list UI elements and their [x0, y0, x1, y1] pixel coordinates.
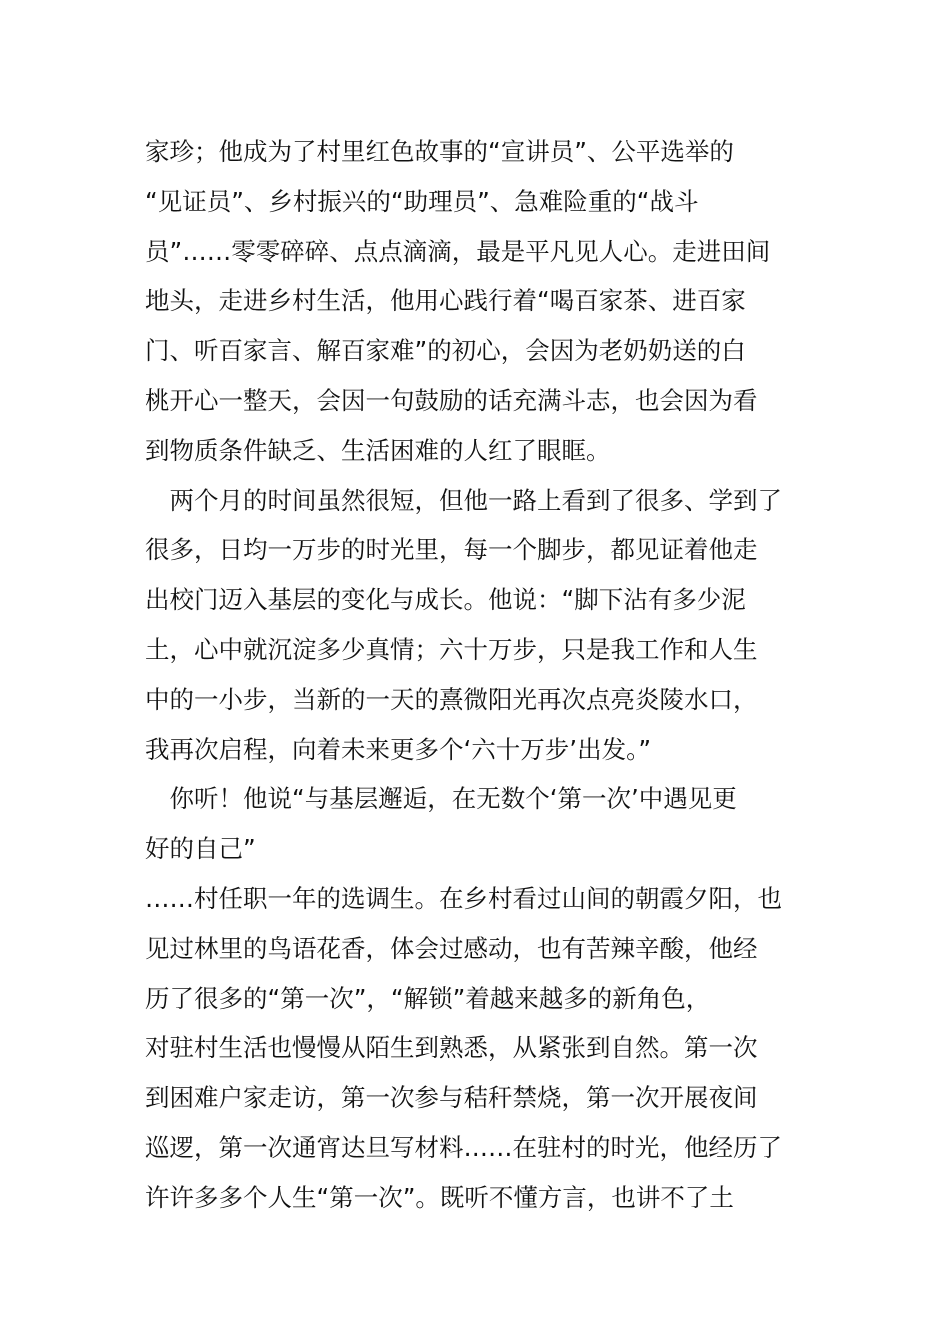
text-line: 我再次启程，向着未来更多个‘六十万步’出发。”: [145, 734, 652, 764]
text-line: “见证员”、乡村振兴的“助理员”、急难险重的“战斗: [145, 186, 699, 216]
text-line: 出校门迈入基层的变化与成长。他说：“脚下沾有多少泥: [145, 585, 746, 615]
text-line: 见过林里的鸟语花香，体会过感动，也有苦辣辛酸，他经: [145, 933, 758, 963]
body-text: [145, 127, 810, 1223]
text-line: 地头，走进乡村生活，他用心践行着“喝百家茶、进百家: [145, 286, 746, 316]
text-line: 许许多多个人生“第一次”。既听不懂方言，也讲不了土: [145, 1182, 734, 1212]
text-line: 家珍；他成为了村里红色故事的“宣讲员”、公平选举的: [145, 137, 734, 166]
text-line: 你听！他说“与基层邂逅，在无数个‘第一次’中遇见更: [145, 784, 737, 814]
text-line: 对驻村生活也慢慢从陌生到熟悉，从紧张到自然。第一次: [145, 1033, 758, 1063]
text-line: ……村任职一年的选调生。在乡村看过山间的朝霞夕阳，也: [145, 883, 782, 913]
text-line: 土，心中就沉淀多少真情；六十万步，只是我工作和人生: [145, 634, 758, 664]
text-line: 好的自己”: [145, 834, 256, 864]
text-line: 到物质条件缺乏、生活困难的人红了眼眶。: [145, 435, 611, 465]
text-line: 两个月的时间虽然很短，但他一路上看到了很多、学到了: [145, 485, 782, 515]
text-line: 巡逻，第一次通宵达旦写材料……在驻村的时光，他经历了: [145, 1132, 782, 1162]
text-line: 中的一小步，当新的一天的熹微阳光再次点亮炎陵水口，: [145, 684, 758, 714]
text-line: 员”……零零碎碎、点点滴滴，最是平凡见人心。走进田间: [145, 236, 771, 266]
text-line: 历了很多的“第一次”，“解锁”着越来越多的新角色，: [145, 983, 711, 1013]
text-line: 门、听百家言、解百家难”的初心，会因为老奶奶送的白: [145, 336, 746, 366]
text-line: 桃开心一整天，会因一句鼓励的话充满斗志，也会因为看: [145, 385, 758, 415]
text-line: 很多，日均一万步的时光里，每一个脚步，都见证着他走: [145, 535, 758, 565]
text-line: 到困难户家走访，第一次参与秸秆禁烧，第一次开展夜间: [145, 1083, 758, 1113]
